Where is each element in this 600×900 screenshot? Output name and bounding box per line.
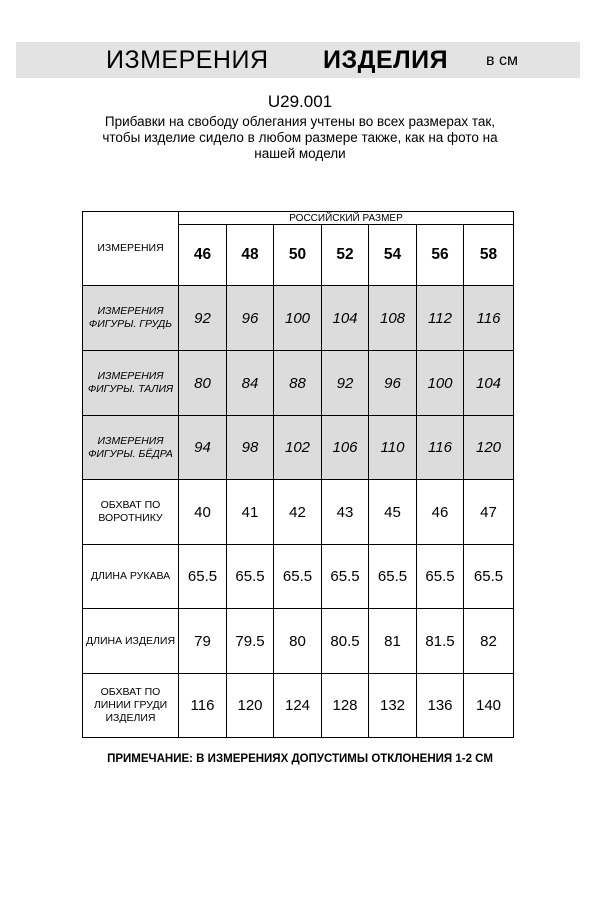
measurement-value: 65.5 (274, 545, 322, 609)
measurement-value: 40 (179, 480, 227, 545)
measurement-label-line: ИЗДЕЛИЯ (105, 712, 156, 724)
tolerance-note: ПРИМЕЧАНИЕ: В ИЗМЕРЕНИЯХ ДОПУСТИМЫ ОТКЛОНЕНИЯ 1-2 СМ (107, 753, 493, 765)
measurement-value: 80 (274, 609, 322, 674)
measurement-value: 43 (322, 480, 369, 545)
measurement-value: 128 (322, 674, 369, 738)
measurement-value: 42 (274, 480, 322, 545)
measurement-value: 102 (274, 416, 322, 480)
measurement-value: 120 (464, 416, 514, 480)
measurement-label-line: ФИГУРЫ. ГРУДЬ (88, 318, 173, 330)
size-header-row (83, 212, 514, 225)
fit-description-line: нашей модели (254, 146, 346, 161)
measurement-value: 81 (369, 609, 417, 674)
measurement-value: 47 (464, 480, 514, 545)
measurement-label (83, 609, 179, 674)
measurement-label (83, 351, 179, 416)
measurement-value: 136 (417, 674, 464, 738)
title-bar (16, 42, 580, 78)
measurement-label-line: ДЛИНА РУКАВА (90, 570, 171, 582)
measurement-row (83, 480, 514, 545)
title-unit: в см (486, 52, 518, 69)
fit-description (40, 114, 560, 162)
measurement-value: 140 (464, 674, 514, 738)
measurement-value: 116 (417, 416, 464, 480)
fit-description-line: Прибавки на свободу облегания учтены во всех размерах так, (104, 114, 496, 129)
measurement-value: 110 (369, 416, 417, 480)
measurement-value: 106 (322, 416, 369, 480)
measurement-label (83, 674, 179, 738)
size-header-cell: 50 (274, 225, 322, 286)
measurement-label (83, 286, 179, 351)
measurement-value: 46 (417, 480, 464, 545)
measurement-value: 65.5 (464, 545, 514, 609)
measurement-label-line: ИЗМЕРЕНИЯ (97, 305, 164, 317)
measurement-row (83, 286, 514, 351)
measurement-value: 104 (322, 286, 369, 351)
measurement-value: 124 (274, 674, 322, 738)
measurement-row (83, 545, 514, 609)
measurement-value: 100 (274, 286, 322, 351)
measurement-label-line: ИЗМЕРЕНИЯ (97, 370, 164, 382)
measurement-label-line: ИЗМЕРЕНИЯ (97, 434, 164, 447)
measurement-value: 112 (417, 286, 464, 351)
measurement-value: 79.5 (227, 609, 274, 674)
size-header-cell: 56 (417, 225, 464, 286)
measurement-value: 81.5 (417, 609, 464, 674)
measurement-label-line: ВОРОТНИКУ (98, 512, 163, 524)
measurement-value: 108 (369, 286, 417, 351)
measurement-value: 79 (179, 609, 227, 674)
fit-description-line: чтобы изделие сидело в любом размере также, как на фото на (102, 130, 498, 145)
measurement-value: 104 (464, 351, 514, 416)
measurement-label-line: ФИГУРЫ. БЁДРА (88, 447, 173, 460)
measurement-value: 120 (227, 674, 274, 738)
russian-size-label: РОССИЙСКИЙ РАЗМЕР (179, 212, 514, 225)
measurement-value: 96 (227, 286, 274, 351)
measurement-value: 92 (322, 351, 369, 416)
measurement-value: 132 (369, 674, 417, 738)
measurement-row (83, 416, 514, 480)
measurement-label-line: ДЛИНА ИЗДЕЛИЯ (85, 634, 176, 647)
measurement-label-line: ФИГУРЫ. ТАЛИЯ (87, 383, 174, 395)
measurement-value: 65.5 (322, 545, 369, 609)
measurement-value: 65.5 (417, 545, 464, 609)
model-code: U29.001 (267, 92, 333, 111)
measurement-label-line: ЛИНИИ ГРУДИ (93, 699, 168, 711)
measurement-value: 88 (274, 351, 322, 416)
size-header-cell: 48 (227, 225, 274, 286)
measurement-value: 65.5 (369, 545, 417, 609)
measurement-value: 41 (227, 480, 274, 545)
size-chart-table (82, 211, 514, 738)
size-header-cell: 52 (322, 225, 369, 286)
measurement-value: 65.5 (227, 545, 274, 609)
corner-label: ИЗМЕРЕНИЯ (83, 212, 179, 286)
measurement-label (83, 545, 179, 609)
measurement-value: 45 (369, 480, 417, 545)
measurement-label (83, 480, 179, 545)
measurement-value: 80.5 (322, 609, 369, 674)
title-product: ИЗДЕЛИЯ (323, 46, 449, 74)
size-header-cell: 58 (464, 225, 514, 286)
measurement-row (83, 609, 514, 674)
measurement-row (83, 674, 514, 738)
measurement-row (83, 351, 514, 416)
measurement-value: 96 (369, 351, 417, 416)
measurement-value: 65.5 (179, 545, 227, 609)
title-measurements: ИЗМЕРЕНИЯ (106, 46, 269, 74)
measurement-value: 94 (179, 416, 227, 480)
measurement-value: 98 (227, 416, 274, 480)
measurement-value: 82 (464, 609, 514, 674)
measurement-value: 100 (417, 351, 464, 416)
size-header-cell: 46 (179, 225, 227, 286)
measurement-label (83, 416, 179, 480)
measurement-label-line: ОБХВАТ ПО (100, 686, 161, 698)
size-header-cell: 54 (369, 225, 417, 286)
measurement-value: 116 (464, 286, 514, 351)
measurement-value: 80 (179, 351, 227, 416)
measurement-value: 116 (179, 674, 227, 738)
measurement-value: 84 (227, 351, 274, 416)
measurement-value: 92 (179, 286, 227, 351)
measurement-label-line: ОБХВАТ ПО (100, 499, 161, 511)
